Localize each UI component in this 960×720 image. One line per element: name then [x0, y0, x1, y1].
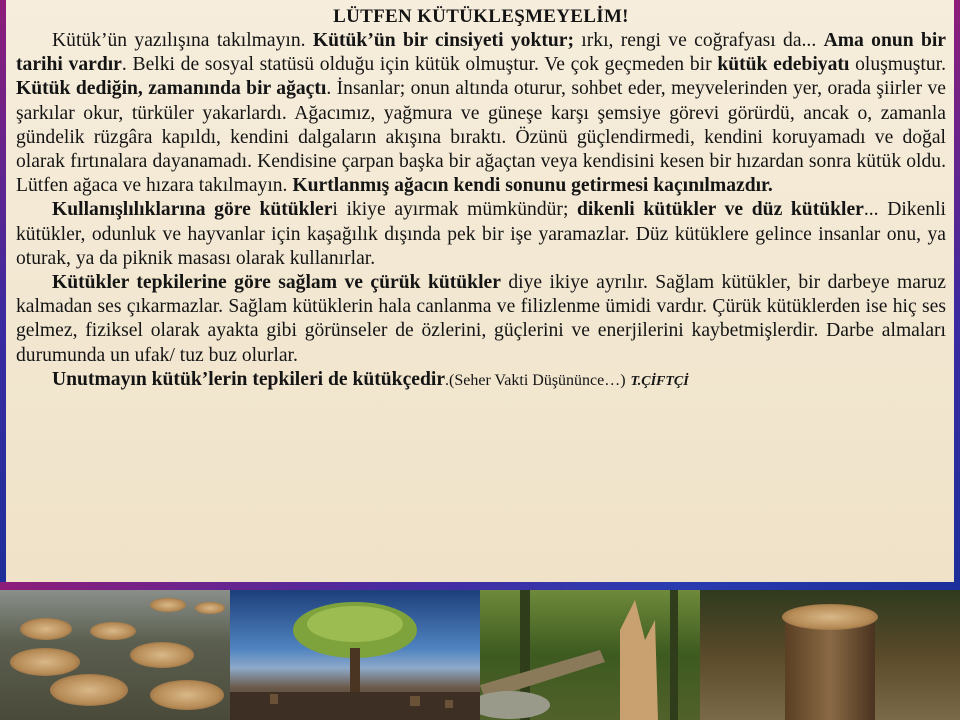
paragraph-3 — [16, 271, 946, 368]
frame-bottom-bar — [0, 582, 960, 590]
text-run: Kütük’ün yazılışına takılmayın. — [52, 30, 313, 51]
text-run: oluşmuştur. — [849, 54, 947, 76]
stump-shape — [90, 622, 136, 640]
text-run: diye ikiye ayrılır. Sağlam kütükler, bir darbeye maruz kalmadan ses çıkarmazlar. Sağlam kütüklerin hala canlanma ve filizlenme ümidi vardır. Çürük kütüklerden ise hiç ses gelmez, fiziksel olarak ayakta gibi görünseler de özlerini, güçlerini ve enerjilerini kaybetmişlerdir. Darbe almaları durumunda un ufak/ tuz buz olurlar. — [16, 272, 946, 366]
text-run-bold: Kütük dediğin, zamanında bir ağaçtı — [16, 78, 327, 100]
closing-bold: Unutmayın kütük’lerin tepkileri de kütükçedir — [52, 368, 446, 390]
lone-tree-icon — [230, 590, 480, 720]
stump-shape — [150, 680, 224, 710]
text-run-bold: Kullanışlılıklarına göre kütükler — [52, 199, 333, 221]
text-run: i ikiye ayırmak mümkündür; — [332, 199, 578, 221]
stump-shape — [130, 642, 194, 668]
text-run: ... Dikenli kütükler, odunluk ve hayvanlar için kaşağılık dışında pek bir işe yaramazlar. Düz kütüklere gelince insanlar onu, ya oturak, ya da piknik masası olarak kullanırlar. — [16, 199, 946, 269]
stumps-photo — [0, 590, 230, 720]
author-signature: T.ÇİFTÇİ — [630, 373, 689, 389]
text-run: . İnsanlar; onun altında oturur, sohbet eder, meyvelerinden yer, orada şiirler ve şarkılar okur, türküler yakarlardı. Ağacımız, yağmura ve güneşe karşı şemsiye görevi görürdü, ancak o, zamanla gündelik rüzgâra kapıldı, kendini dalgaların akışına bıraktı. Özünü güçlendirmedi, kendini koruyamadı ve doğal olarak fırtınalara dayanamadı. Kendisine çarpan başka bir ağaçtan veya kendisini kesen bir hızardan sonra kütük oldu. Lütfen ağaca ve hızara takılmayın. — [16, 78, 946, 197]
photo-strip — [0, 590, 960, 720]
stump-shape — [195, 602, 225, 614]
broken-trunk-icon — [480, 590, 700, 720]
source-note: .(Seher Vakti Düşününce…) — [445, 371, 626, 389]
paragraph-1 — [16, 29, 946, 198]
broken-tree-photo — [480, 590, 700, 720]
lone-tree-photo — [230, 590, 480, 720]
frame-right-bar — [954, 0, 960, 588]
stump-trunk — [785, 615, 875, 720]
cut-stump-photo — [700, 590, 960, 720]
text-panel — [6, 0, 954, 582]
page-title: LÜTFEN KÜTÜKLEŞMEYELİM! — [333, 6, 629, 27]
stump-shape — [10, 648, 80, 676]
text-run: ırkı, rengi ve coğrafyası da... — [573, 30, 824, 51]
text-run: . Belki de sosyal statüsü olduğu için kütük olmuştur. Ve çok geçmeden bir — [121, 54, 718, 76]
text-run-bold: Kurtlanmış ağacın kendi sonunu getirmesi kaçınılmazdır. — [292, 175, 773, 197]
text-run-bold: Kütükler tepkilerine göre sağlam ve çürük kütükler — [52, 272, 501, 294]
text-run-bold: kütük edebiyatı — [717, 54, 850, 76]
stump-shape — [150, 598, 186, 612]
stump-shape — [50, 674, 128, 706]
stump-shape — [20, 618, 72, 640]
text-run-bold: Kütük’ün bir cinsiyeti yoktur; — [312, 30, 574, 51]
paragraph-2 — [16, 198, 946, 271]
stump-top — [782, 604, 878, 630]
text-run-bold: Ama onun bir tarihi vardır — [16, 30, 946, 76]
text-run-bold: dikenli kütükler ve düz kütükler — [577, 199, 864, 221]
closing-line — [16, 368, 946, 394]
